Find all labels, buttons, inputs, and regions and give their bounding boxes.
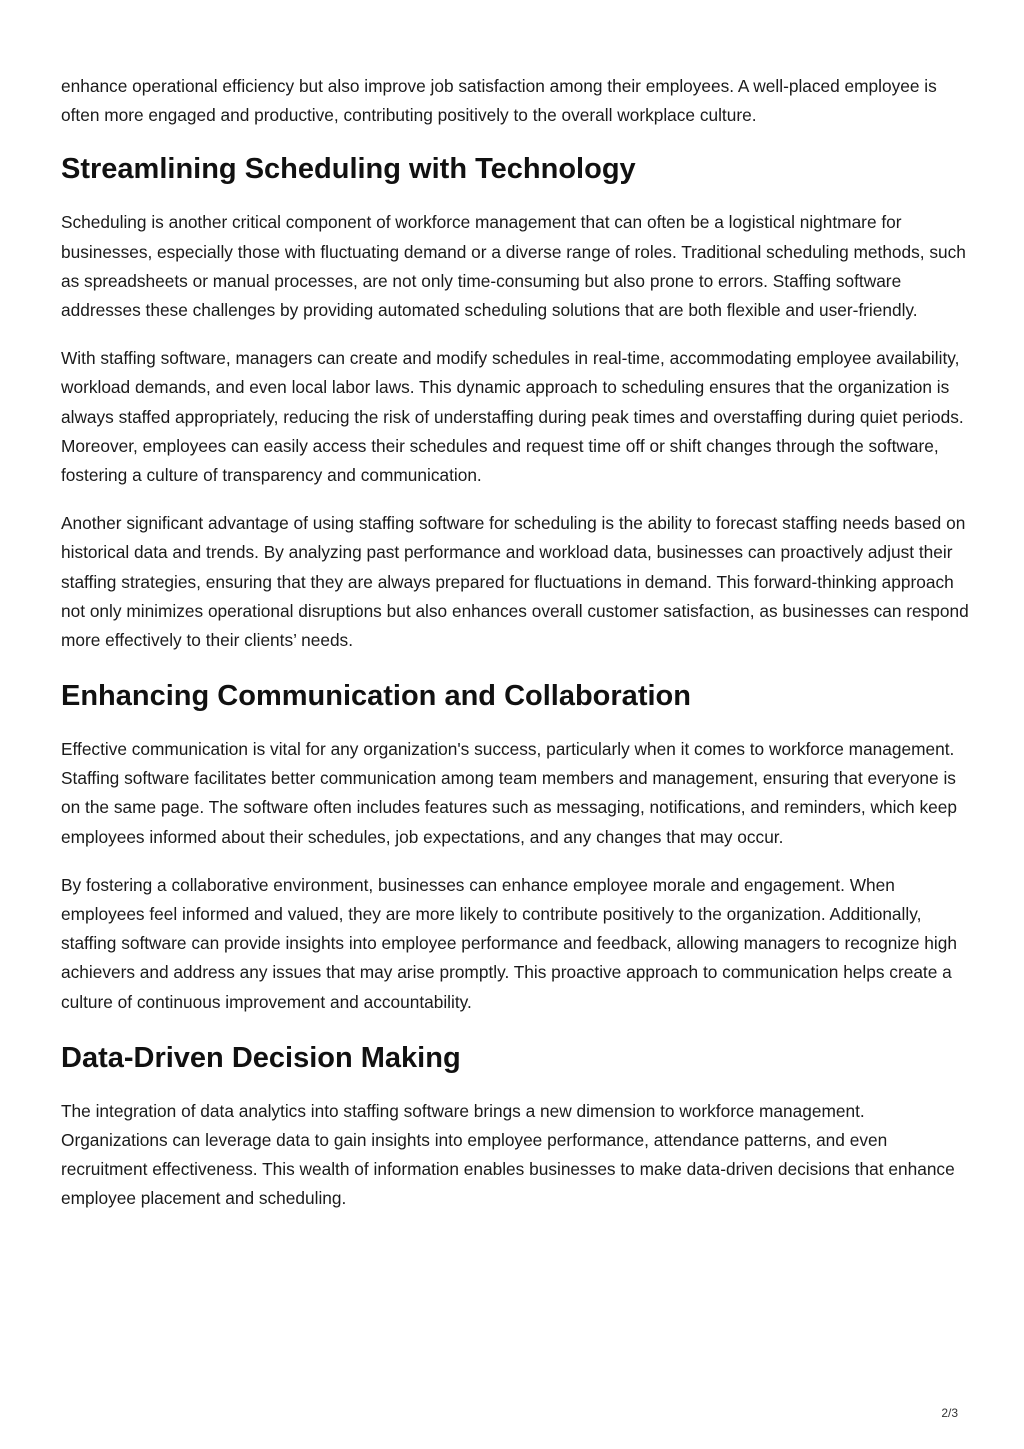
section-heading-scheduling: Streamlining Scheduling with Technology [61,153,636,186]
scheduling-paragraph-3: Another significant advantage of using staffing software for scheduling is the ability to forecast staffing needs based on historical data and trends. By analyzing past performance and workload data, businesses can proactively adjust their staffing strategies, ensuring that they are always prepared for fluctuations in demand. This forward-thinking approach not only minimizes operational disruptions but also enhances overall customer satisfaction, as businesses can respond more effectively to their clients’ needs. [61,513,969,650]
intro-paragraph: enhance operational efficiency but also improve job satisfaction among their employees. A well-placed employee is often more engaged and productive, contributing positively to the overall workplace culture. [61,76,937,126]
section-heading-communication: Enhancing Communication and Collaboration [61,680,691,713]
section-heading-data-driven: Data-Driven Decision Making [61,1041,461,1074]
communication-paragraph-1: Effective communication is vital for any organization's success, particularly when it comes to workforce management. Staffing software facilitates better communication among team members and management, ensuring that everyone is on the same page. The software often includes features such as messaging, notifications, and reminders, which keep employees informed about their schedules, job expectations, and any changes that may occur. [61,739,957,847]
scheduling-paragraph-2: With staffing software, managers can create and modify schedules in real-time, accommodating employee availability, workload demands, and even local labor laws. This dynamic approach to scheduling ensures that the organization is always staffed appropriately, reducing the risk of understaffing during peak times and overstaffing during quiet periods. Moreover, employees can easily access their schedules and request time off or shift changes through the software, fostering a culture of transparency and communication. [61,348,964,485]
scheduling-paragraph-1: Scheduling is another critical component of workforce management that can often be a logistical nightmare for businesses, especially those with fluctuating demand or a diverse range of roles. Traditional scheduling methods, such as spreadsheets or manual processes, are not only time-consuming but also prone to errors. Staffing software addresses these challenges by providing automated scheduling solutions that are both flexible and user-friendly. [61,212,966,320]
page-number: 2/3 [941,1406,958,1420]
data-driven-paragraph-1: The integration of data analytics into staffing software brings a new dimension to workforce management. Organizations can leverage data to gain insights into employee performance, attendance patterns, and even recruitment effectiveness. This wealth of information enables businesses to make data-driven decisions that enhance employee placement and scheduling. [61,1100,955,1209]
document-page [61,72,973,1233]
communication-paragraph-2: By fostering a collaborative environment, businesses can enhance employee morale and engagement. When employees feel informed and valued, they are more likely to contribute positively to the organization. Additionally, staffing software can provide insights into employee performance and feedback, allowing managers to recognize high achievers and address any issues that may arise promptly. This proactive approach to communication helps create a culture of continuous improvement and accountability. [61,874,957,1012]
